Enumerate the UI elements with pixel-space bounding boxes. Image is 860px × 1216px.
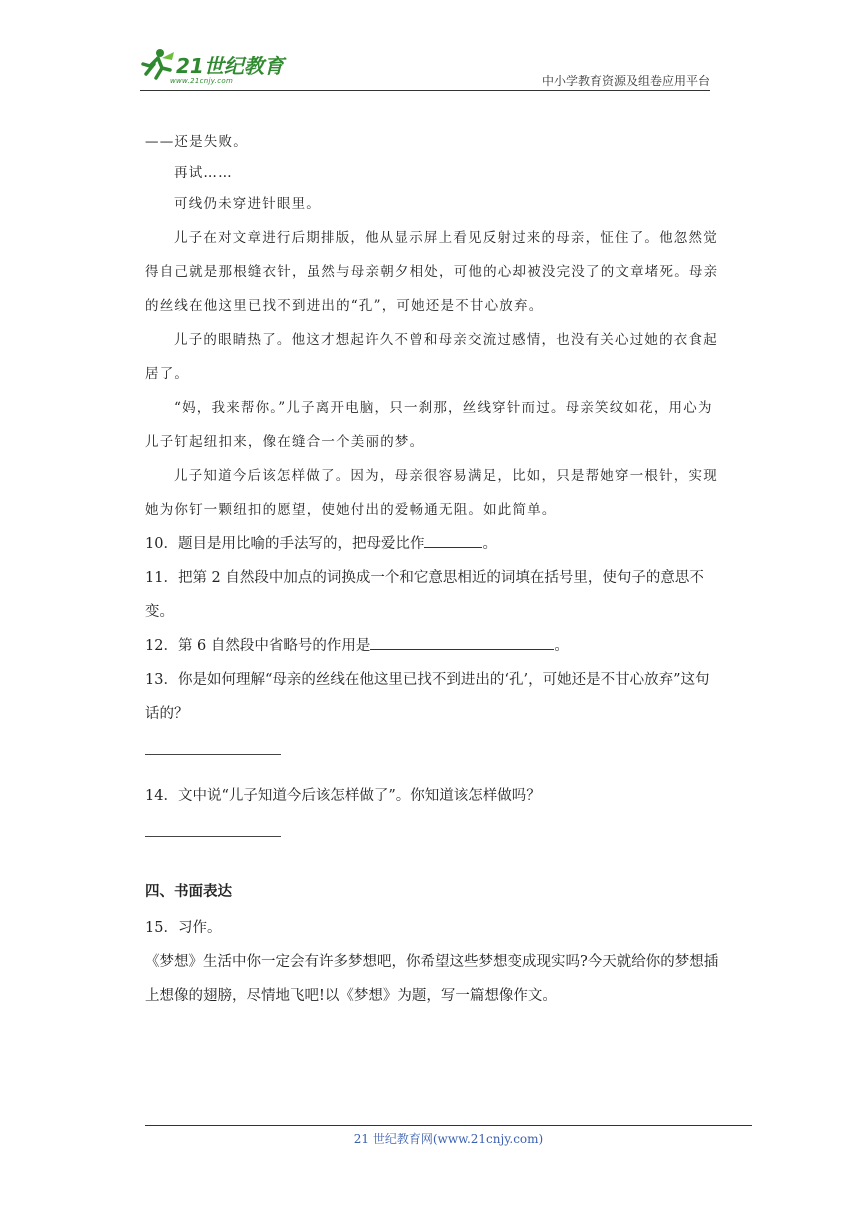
answer-line[interactable] <box>145 753 281 755</box>
section-title: 四、书面表达 <box>145 884 232 900</box>
story-paragraph: 儿子的眼睛热了。他这才想起许久不曾和母亲交流过感情，也没有关心过她的衣食起居了。 <box>145 332 718 382</box>
platform-name: 中小学教育资源及组卷应用平台 <box>541 74 710 88</box>
writing-prompt: 《梦想》生活中你一定会有许多梦想吧，你希望这些梦想变成现实吗?今天就给你的梦想插上想像的翅膀，尽情地飞吧!以《梦想》为题，写一篇想像作文。 <box>145 954 719 1004</box>
question-14: 14．文中说“儿子知道今后该怎样做了”。你知道该怎样做吗？ <box>145 788 541 804</box>
story-line: 再试…… <box>174 165 233 181</box>
logo-url: www.21cnjy.com <box>170 77 234 85</box>
question-15: 15．习作。 <box>145 920 222 936</box>
story-paragraph: “妈，我来帮你。”儿子离开电脑，只一刹那，丝线穿针而过。母亲笑纹如花，用心为儿子钉起纽扣来，像在缝合一个美丽的梦。 <box>145 400 713 450</box>
question-10: 10．题目是用比喻的手法写的，把母爱比作 。 <box>145 527 720 561</box>
story-line: ——还是失败。 <box>145 134 248 150</box>
logo-text: 21世纪教育 <box>176 54 284 78</box>
answer-blank[interactable] <box>370 633 554 650</box>
answer-line[interactable] <box>145 835 281 837</box>
question-13: 13．你是如何理解“母亲的丝线在他这里已找不到进出的‘孔’，可她还是不甘心放弃”这句话的？ <box>145 672 710 722</box>
footer-text: 21 世纪教育网(www.21cnjy.com) <box>353 1132 544 1146</box>
page-footer <box>145 1125 752 1147</box>
page-content <box>145 128 720 1013</box>
page-header <box>140 44 710 91</box>
question-12: 12．第 6 自然段中省略号的作用是 。 <box>145 629 720 663</box>
logo <box>140 48 310 88</box>
story-paragraph: 儿子在对文章进行后期排版，他从显示屏上看见反射过来的母亲，怔住了。他忽然觉得自己就是那根缝衣针，虽然与母亲朝夕相处，可他的心却被没完没了的文章堵死。母亲的丝线在他这里已找不到进出的“孔”，可她还是不甘心放弃。 <box>145 230 719 314</box>
answer-blank[interactable] <box>424 531 482 548</box>
question-11: 11．把第 2 自然段中加点的词换成一个和它意思相近的词填在括号里，使句子的意思不变。 <box>145 570 704 620</box>
story-line: 可线仍未穿进针眼里。 <box>174 196 321 212</box>
story-paragraph: 儿子知道今后该怎样做了。因为，母亲很容易满足，比如，只是帮她穿一根针，实现她为你钉一颗纽扣的愿望，使她付出的爱畅通无阻。如此简单。 <box>145 468 718 518</box>
